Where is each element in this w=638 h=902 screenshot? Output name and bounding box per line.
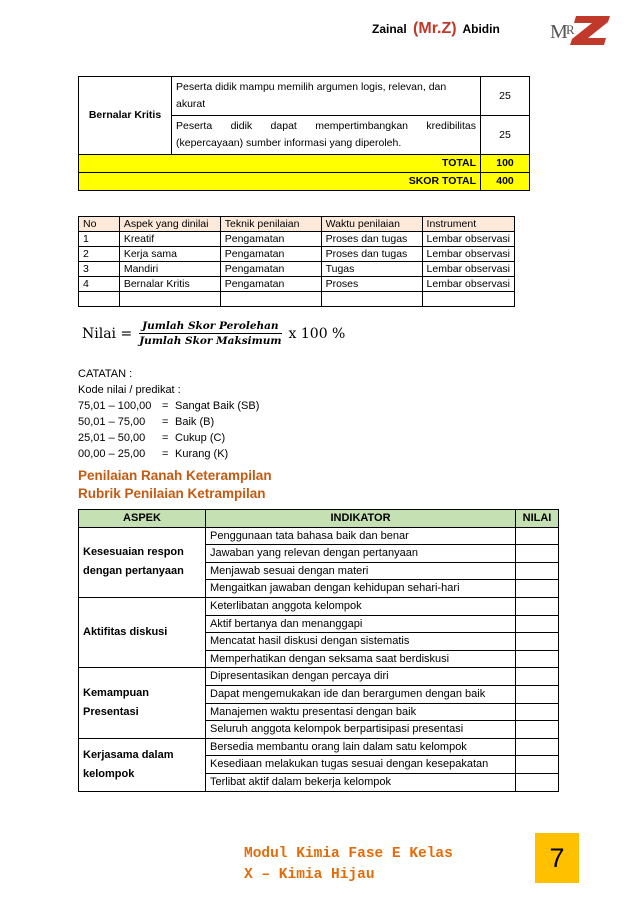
score-cell[interactable] [516, 650, 559, 668]
score-cell[interactable] [516, 685, 559, 703]
column-header: INDIKATOR [206, 510, 516, 528]
assessment-technique-table [78, 216, 515, 307]
indicator-cell: Terlibat aktif dalam bekerja kelompok [206, 773, 516, 791]
aspect-cell: Kesesuaian respon dengan pertanyaan [79, 527, 206, 597]
total-label: TOTAL [79, 155, 481, 173]
score-cell[interactable] [516, 615, 559, 633]
indicator-cell: Menjawab sesuai dengan materi [206, 562, 516, 580]
footer-line-1: Modul Kimia Fase E Kelas [244, 846, 453, 862]
indicator-cell: Dipresentasikan dengan percaya diri [206, 668, 516, 686]
author-nickname: (Mr.Z) [413, 20, 457, 37]
cell: 4 [79, 277, 120, 292]
table-row [79, 738, 559, 756]
section-subtitle: Rubrik Penilaian Ketrampilan [78, 486, 266, 501]
cell: Kreatif [119, 232, 220, 247]
aspect-cell: Kerjasama dalam kelompok [79, 738, 206, 791]
author-header [372, 20, 500, 38]
score-cell[interactable] [516, 633, 559, 651]
grade-range: 75,01 – 100,00 [78, 400, 152, 412]
author-last-name: Abidin [462, 22, 500, 36]
indicator-cell: Bersedia membantu orang lain dalam satu kelompok [206, 738, 516, 756]
column-header: ASPEK [79, 510, 206, 528]
indicator-cell: Peserta didik mampu memilih argumen logis, relevan, dan akurat [172, 77, 481, 116]
formula-numerator: Jumlah Skor Perolehan [139, 320, 281, 334]
score-cell: 25 [481, 77, 530, 116]
score-cell[interactable] [516, 562, 559, 580]
score-cell[interactable] [516, 668, 559, 686]
grade-label: Cukup (C) [175, 432, 226, 444]
mrz-logo-icon [548, 12, 610, 46]
empty-row [79, 292, 515, 307]
cell [422, 292, 514, 307]
indicator-cell: Aktif bertanya dan menanggapi [206, 615, 516, 633]
formula-lhs: Nilai = [82, 325, 133, 342]
score-cell[interactable] [516, 738, 559, 756]
column-header: Waktu penilaian [321, 217, 422, 232]
indicator-cell: Keterlibatan anggota kelompok [206, 597, 516, 615]
grade-label: Baik (B) [175, 416, 215, 428]
footer-line-2: X – Kimia Hijau [244, 867, 375, 883]
indicator-cell: Jawaban yang relevan dengan pertanyaan [206, 545, 516, 563]
score-cell[interactable] [516, 721, 559, 739]
score-cell[interactable] [516, 756, 559, 774]
grade-item [78, 430, 259, 446]
indicator-cell: Manajemen waktu presentasi dengan baik [206, 703, 516, 721]
score-formula [82, 320, 345, 347]
cell: Pengamatan [220, 262, 321, 277]
column-header: NILAI [516, 510, 559, 528]
assessment-score-table [78, 76, 530, 191]
notes-title: CATATAN : [78, 368, 133, 380]
indicator-cell: Mencatat hasil diskusi dengan sistematis [206, 633, 516, 651]
table-header-row [79, 510, 559, 528]
cell [119, 292, 220, 307]
column-header: Teknik penilaian [220, 217, 321, 232]
table-row [79, 77, 530, 116]
grade-label: Kurang (K) [175, 448, 229, 460]
grade-item [78, 398, 259, 414]
grade-range: 25,01 – 50,00 [78, 432, 146, 444]
table-row [79, 277, 515, 292]
cell: Bernalar Kritis [119, 277, 220, 292]
score-cell: 25 [481, 116, 530, 155]
grading-notes [78, 366, 259, 462]
grade-eq: = [162, 400, 169, 412]
cell: 3 [79, 262, 120, 277]
aspect-cell: Aktifitas diskusi [79, 597, 206, 667]
grade-item [78, 446, 259, 462]
aspect-cell: Bernalar Kritis [79, 77, 172, 155]
cell: Proses dan tugas [321, 232, 422, 247]
column-header: No [79, 217, 120, 232]
svg-text:R: R [566, 22, 575, 37]
author-first-name: Zainal [372, 22, 407, 36]
score-cell[interactable] [516, 597, 559, 615]
grade-range: 00,00 – 25,00 [78, 448, 146, 460]
total-value: 100 [481, 155, 530, 173]
skor-total-value: 400 [481, 173, 530, 191]
table-row [79, 232, 515, 247]
cell: Pengamatan [220, 247, 321, 262]
score-cell[interactable] [516, 703, 559, 721]
formula-rhs: x 100 % [288, 325, 346, 342]
svg-text:M: M [550, 21, 568, 43]
column-header: Instrument [422, 217, 514, 232]
skill-rubric-table [78, 509, 559, 792]
indicator-cell: Mengaitkan jawaban dengan kehidupan sehari-hari [206, 580, 516, 598]
cell [220, 292, 321, 307]
score-cell[interactable] [516, 580, 559, 598]
section-heading [78, 467, 272, 503]
notes-subtitle: Kode nilai / predikat : [78, 384, 181, 396]
indicator-cell: Penggunaan tata bahasa baik dan benar [206, 527, 516, 545]
table-row [79, 527, 559, 545]
grade-label: Sangat Baik (SB) [175, 400, 260, 412]
indicator-cell: Kesediaan melakukan tugas sesuai dengan kesepakatan [206, 756, 516, 774]
table-row [79, 262, 515, 277]
table-row [79, 597, 559, 615]
indicator-cell: Seluruh anggota kelompok berpartisipasi presentasi [206, 721, 516, 739]
grade-range: 50,01 – 75,00 [78, 416, 146, 428]
score-cell[interactable] [516, 545, 559, 563]
cell: Proses dan tugas [321, 247, 422, 262]
aspect-cell: Kemampuan Presentasi [79, 668, 206, 738]
cell: Lembar observasi [422, 262, 514, 277]
cell: Lembar observasi [422, 247, 514, 262]
score-cell[interactable] [516, 773, 559, 791]
column-header: Aspek yang dinilai [119, 217, 220, 232]
page-number: 7 [535, 833, 579, 883]
table-header-row [79, 217, 515, 232]
cell: Pengamatan [220, 277, 321, 292]
formula-fraction [136, 320, 284, 347]
skor-total-row [79, 173, 530, 191]
grade-eq: = [162, 416, 169, 428]
table-row [79, 668, 559, 686]
cell: Proses [321, 277, 422, 292]
formula-denominator: Jumlah Skor Maksimum [139, 335, 282, 347]
grade-item [78, 414, 259, 430]
indicator-cell: Dapat mengemukakan ide dan berargumen dengan baik [206, 685, 516, 703]
cell: 2 [79, 247, 120, 262]
table-row [79, 247, 515, 262]
footer-module-title [244, 844, 453, 886]
cell [79, 292, 120, 307]
indicator-cell: Memperhatikan dengan seksama saat berdiskusi [206, 650, 516, 668]
cell: Lembar observasi [422, 232, 514, 247]
cell: 1 [79, 232, 120, 247]
indicator-cell: Peserta didik dapat mempertimbangkan kredibilitas (kepercayaan) sumber informasi yang diperoleh. [172, 116, 481, 155]
grade-eq: = [162, 448, 169, 460]
skor-total-label: SKOR TOTAL [79, 173, 481, 191]
cell: Pengamatan [220, 232, 321, 247]
cell: Lembar observasi [422, 277, 514, 292]
cell: Kerja sama [119, 247, 220, 262]
cell: Mandiri [119, 262, 220, 277]
cell: Tugas [321, 262, 422, 277]
total-row [79, 155, 530, 173]
cell [321, 292, 422, 307]
grade-eq: = [162, 432, 169, 444]
score-cell[interactable] [516, 527, 559, 545]
section-title: Penilaian Ranah Keterampilan [78, 468, 272, 483]
